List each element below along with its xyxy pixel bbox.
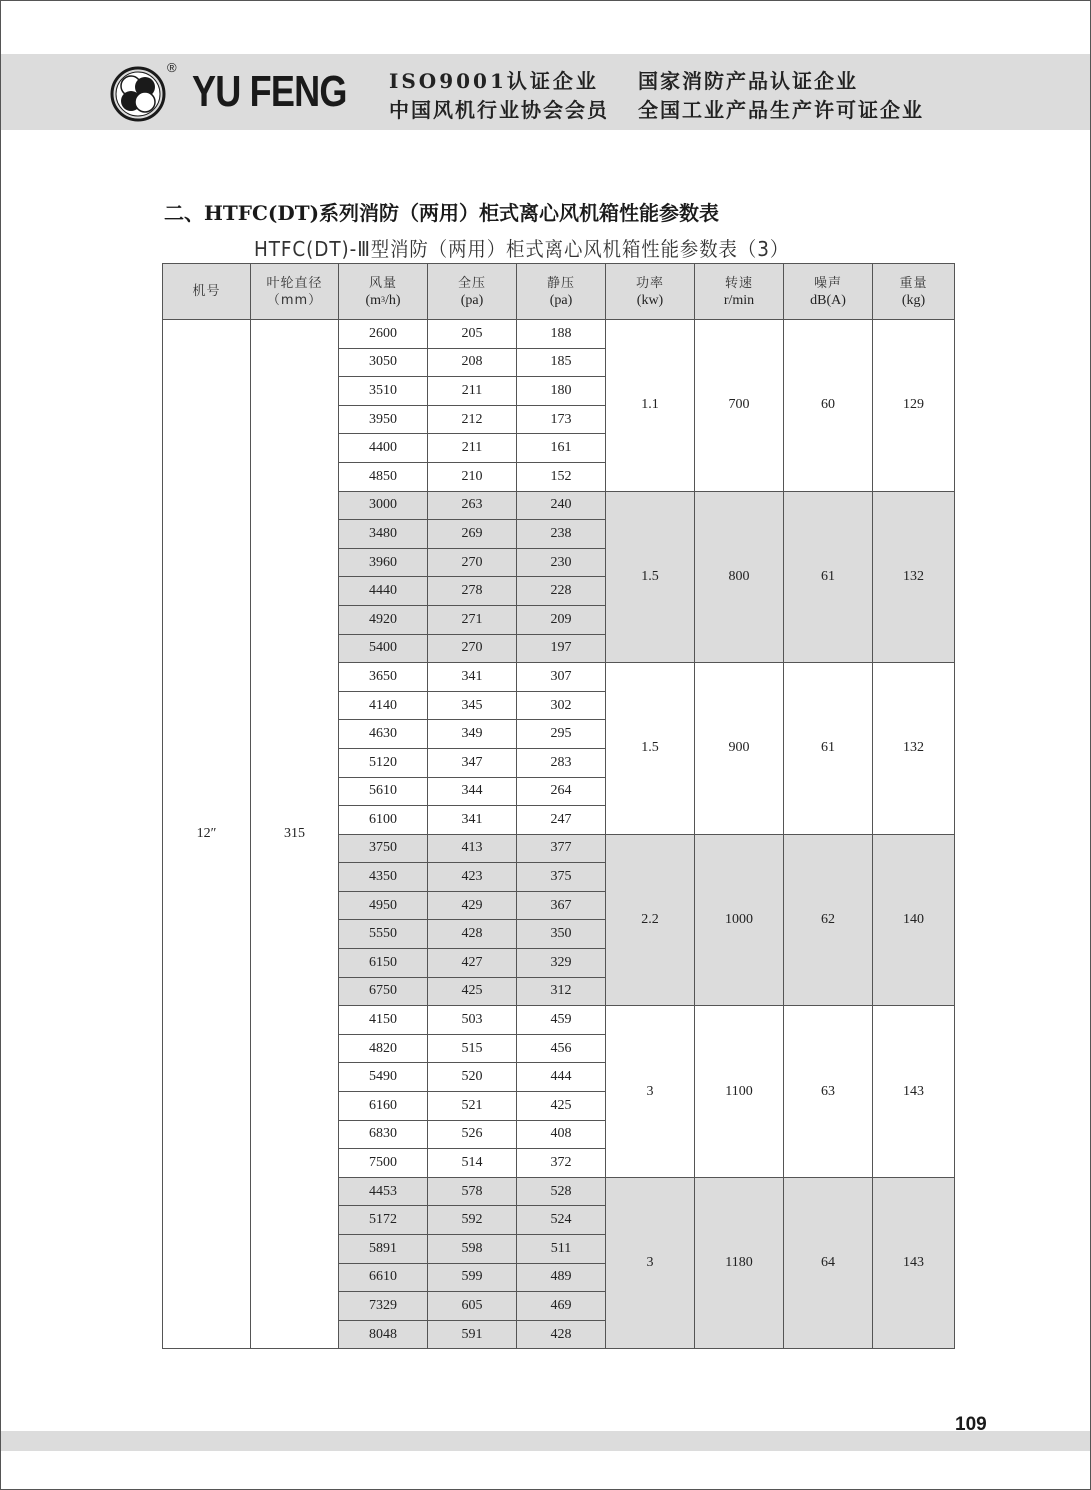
cell-static-pressure: 247 — [517, 806, 606, 835]
cell-total-pressure: 592 — [428, 1206, 517, 1235]
cell-total-pressure: 347 — [428, 748, 517, 777]
cell-total-pressure: 270 — [428, 548, 517, 577]
cell-static-pressure: 161 — [517, 434, 606, 463]
cell-static-pressure: 377 — [517, 834, 606, 863]
cell-speed: 1100 — [695, 1006, 784, 1178]
cell-static-pressure: 425 — [517, 1092, 606, 1121]
cell-airflow: 5120 — [339, 748, 428, 777]
cell-airflow: 3050 — [339, 348, 428, 377]
cell-static-pressure: 367 — [517, 891, 606, 920]
cell-total-pressure: 425 — [428, 977, 517, 1006]
cell-speed: 1000 — [695, 834, 784, 1006]
cell-speed: 1180 — [695, 1177, 784, 1349]
cell-speed: 900 — [695, 663, 784, 835]
cell-total-pressure: 605 — [428, 1292, 517, 1321]
cell-airflow: 3480 — [339, 520, 428, 549]
header-speed: 转速 r/min — [695, 264, 784, 320]
cell-airflow: 6100 — [339, 806, 428, 835]
cell-airflow: 4440 — [339, 577, 428, 606]
cell-airflow: 6610 — [339, 1263, 428, 1292]
table-row — [163, 320, 955, 349]
header-impeller-diameter: 叶轮直径 （mm） — [251, 264, 339, 320]
cell-static-pressure: 209 — [517, 605, 606, 634]
cell-static-pressure: 240 — [517, 491, 606, 520]
cell-static-pressure: 350 — [517, 920, 606, 949]
table-title: HTFC(DT)-Ⅲ型消防（两用）柜式离心风机箱性能参数表（3） — [254, 237, 790, 261]
cell-noise: 64 — [784, 1177, 873, 1349]
cell-power: 3 — [606, 1177, 695, 1349]
cell-airflow: 4350 — [339, 863, 428, 892]
cell-airflow: 8048 — [339, 1320, 428, 1349]
cell-airflow: 5550 — [339, 920, 428, 949]
cell-total-pressure: 210 — [428, 462, 517, 491]
performance-table — [162, 263, 955, 1349]
certification-association-member: 中国风机行业协会会员 — [389, 98, 609, 122]
cell-airflow: 7500 — [339, 1149, 428, 1178]
cell-total-pressure: 520 — [428, 1063, 517, 1092]
cell-static-pressure: 375 — [517, 863, 606, 892]
cell-total-pressure: 515 — [428, 1034, 517, 1063]
cell-airflow: 4150 — [339, 1006, 428, 1035]
page-number: 109 — [955, 1414, 987, 1435]
cell-power: 1.5 — [606, 491, 695, 663]
cell-weight: 132 — [873, 491, 955, 663]
cell-static-pressure: 152 — [517, 462, 606, 491]
cell-power: 2.2 — [606, 834, 695, 1006]
table-header-row — [163, 264, 955, 320]
cell-static-pressure: 524 — [517, 1206, 606, 1235]
cell-static-pressure: 295 — [517, 720, 606, 749]
cell-noise: 61 — [784, 663, 873, 835]
cell-airflow: 4400 — [339, 434, 428, 463]
cell-airflow: 6830 — [339, 1120, 428, 1149]
cell-weight: 140 — [873, 834, 955, 1006]
cell-total-pressure: 503 — [428, 1006, 517, 1035]
cell-static-pressure: 329 — [517, 949, 606, 978]
cell-total-pressure: 427 — [428, 949, 517, 978]
cell-total-pressure: 521 — [428, 1092, 517, 1121]
cell-airflow: 3950 — [339, 405, 428, 434]
cell-total-pressure: 269 — [428, 520, 517, 549]
cell-airflow: 6750 — [339, 977, 428, 1006]
cell-weight: 132 — [873, 663, 955, 835]
cell-airflow: 3960 — [339, 548, 428, 577]
cell-static-pressure: 283 — [517, 748, 606, 777]
cell-total-pressure: 211 — [428, 434, 517, 463]
cell-noise: 61 — [784, 491, 873, 663]
cell-airflow: 5490 — [339, 1063, 428, 1092]
cell-total-pressure: 341 — [428, 663, 517, 692]
cell-static-pressure: 444 — [517, 1063, 606, 1092]
cell-airflow: 4950 — [339, 891, 428, 920]
cell-airflow: 7329 — [339, 1292, 428, 1321]
cell-total-pressure: 429 — [428, 891, 517, 920]
cell-total-pressure: 349 — [428, 720, 517, 749]
fan-logo-icon — [110, 66, 166, 122]
cell-airflow: 3000 — [339, 491, 428, 520]
cell-noise: 62 — [784, 834, 873, 1006]
cell-impeller-diameter: 315 — [251, 320, 339, 1349]
cell-power: 3 — [606, 1006, 695, 1178]
cell-speed: 700 — [695, 320, 784, 492]
cell-total-pressure: 208 — [428, 348, 517, 377]
cell-power: 1.1 — [606, 320, 695, 492]
cell-power: 1.5 — [606, 663, 695, 835]
header-airflow: 风量 $(m^3/h)$ — [339, 264, 428, 320]
cell-airflow: 3510 — [339, 377, 428, 406]
header-noise: 噪声 dB(A) — [784, 264, 873, 320]
cell-noise: 63 — [784, 1006, 873, 1178]
certification-production-license: 全国工业产品生产许可证企业 — [638, 98, 924, 122]
cell-airflow: 3750 — [339, 834, 428, 863]
cell-static-pressure: 302 — [517, 691, 606, 720]
cell-static-pressure: 428 — [517, 1320, 606, 1349]
cell-airflow: 2600 — [339, 320, 428, 349]
section-title: 二、HTFC(DT)系列消防（两用）柜式离心风机箱性能参数表 — [164, 201, 720, 225]
cell-total-pressure: 270 — [428, 634, 517, 663]
cell-airflow: 4850 — [339, 462, 428, 491]
cell-static-pressure: 456 — [517, 1034, 606, 1063]
cell-airflow: 5610 — [339, 777, 428, 806]
cell-airflow: 5891 — [339, 1235, 428, 1264]
cell-static-pressure: 489 — [517, 1263, 606, 1292]
cell-static-pressure: 185 — [517, 348, 606, 377]
header-power: 功率 (kw) — [606, 264, 695, 320]
header-weight: 重量 (kg) — [873, 264, 955, 320]
cell-total-pressure: 413 — [428, 834, 517, 863]
cell-noise: 60 — [784, 320, 873, 492]
cell-airflow: 3650 — [339, 663, 428, 692]
cell-total-pressure: 344 — [428, 777, 517, 806]
registered-mark: ® — [167, 60, 177, 75]
cell-airflow: 5172 — [339, 1206, 428, 1235]
cell-static-pressure: 511 — [517, 1235, 606, 1264]
certification-iso9001: ISO9001认证企业 — [389, 69, 599, 93]
cell-total-pressure: 578 — [428, 1177, 517, 1206]
cell-total-pressure: 526 — [428, 1120, 517, 1149]
cell-total-pressure: 263 — [428, 491, 517, 520]
certification-fire-product: 国家消防产品认证企业 — [638, 69, 858, 93]
cell-static-pressure: 197 — [517, 634, 606, 663]
cell-total-pressure: 212 — [428, 405, 517, 434]
header-model: 机号 — [163, 264, 251, 320]
cell-airflow: 5400 — [339, 634, 428, 663]
cell-total-pressure: 598 — [428, 1235, 517, 1264]
cell-total-pressure: 423 — [428, 863, 517, 892]
cell-weight: 143 — [873, 1177, 955, 1349]
cell-airflow: 4453 — [339, 1177, 428, 1206]
cell-total-pressure: 428 — [428, 920, 517, 949]
cell-total-pressure: 514 — [428, 1149, 517, 1178]
cell-static-pressure: 230 — [517, 548, 606, 577]
cell-airflow: 4630 — [339, 720, 428, 749]
cell-airflow: 4820 — [339, 1034, 428, 1063]
cell-airflow: 4140 — [339, 691, 428, 720]
cell-total-pressure: 591 — [428, 1320, 517, 1349]
cell-airflow: 6150 — [339, 949, 428, 978]
cell-weight: 143 — [873, 1006, 955, 1178]
cell-weight: 129 — [873, 320, 955, 492]
header-static-pressure: 静压 (pa) — [517, 264, 606, 320]
cell-total-pressure: 211 — [428, 377, 517, 406]
cell-static-pressure: 408 — [517, 1120, 606, 1149]
cell-static-pressure: 459 — [517, 1006, 606, 1035]
cell-static-pressure: 307 — [517, 663, 606, 692]
cell-static-pressure: 188 — [517, 320, 606, 349]
cell-speed: 800 — [695, 491, 784, 663]
cell-static-pressure: 312 — [517, 977, 606, 1006]
cell-total-pressure: 278 — [428, 577, 517, 606]
brand-name: YU FENG — [192, 67, 347, 116]
cell-static-pressure: 469 — [517, 1292, 606, 1321]
cell-total-pressure: 271 — [428, 605, 517, 634]
cell-airflow: 4920 — [339, 605, 428, 634]
header-total-pressure: 全压 (pa) — [428, 264, 517, 320]
cell-total-pressure: 345 — [428, 691, 517, 720]
cell-static-pressure: 264 — [517, 777, 606, 806]
cell-static-pressure: 372 — [517, 1149, 606, 1178]
cell-static-pressure: 228 — [517, 577, 606, 606]
cell-total-pressure: 205 — [428, 320, 517, 349]
cell-static-pressure: 528 — [517, 1177, 606, 1206]
footer-band — [1, 1431, 1090, 1451]
cell-static-pressure: 180 — [517, 377, 606, 406]
cell-static-pressure: 173 — [517, 405, 606, 434]
cell-airflow: 6160 — [339, 1092, 428, 1121]
cell-static-pressure: 238 — [517, 520, 606, 549]
cell-model: 12″ — [163, 320, 251, 1349]
cell-total-pressure: 599 — [428, 1263, 517, 1292]
cell-total-pressure: 341 — [428, 806, 517, 835]
